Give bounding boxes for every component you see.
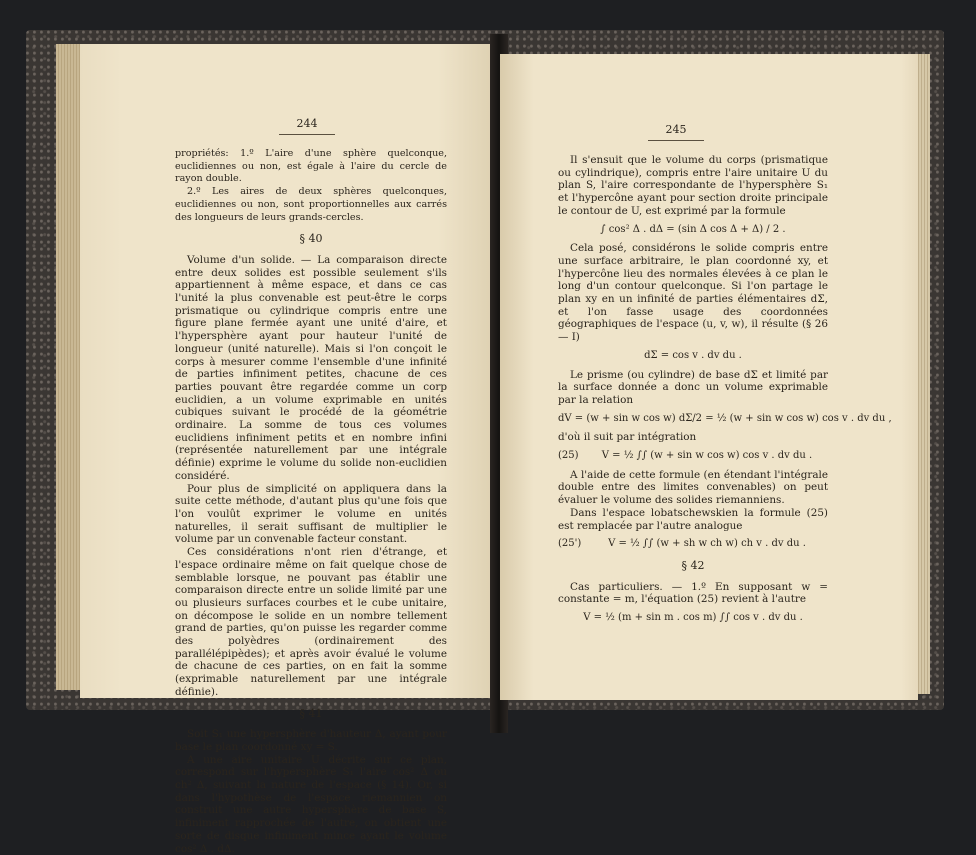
paragraph: A une aire unitaire U décrite sur ce plan, correspond sur l'hypersphère S₁ l'aire cos² Δ ou ch² Δ, suivant la nature de l'espace (§ 14). Or, si dans l'hypothèse de l'espace riemannien on construit une autre hypersphère de base S, infiniment rapprochée de l'autre, on obtient une sorte de disque infiniment mince ayant le volume cos² Δ . dΔ. [175, 753, 447, 855]
paragraph: Pour plus de simplicité on appliquera dans la suite cette méthode, d'autant plus qu'une fois que l'on voulût exprimer le volume en unités naturelles, il serait suffisant de multiplier le volume par un convenable facteur constant. [175, 482, 447, 546]
page-number: 244 [277, 118, 337, 135]
section-heading: § 40 [299, 232, 323, 246]
paragraph: Soit S₁ une hypersphère d'hauteur Δ, ayant pour base le plan coordonné xy = S. [175, 728, 447, 753]
paragraph: Dans l'espace lobatschewskien la formule (25) est remplacée par l'autre analogue [558, 506, 828, 532]
formula: dV = (w + sin w cos w) dΣ/2 = ½ (w + sin w cos w) cos v . dv du , [558, 412, 892, 424]
equation-number: (25') [558, 538, 582, 550]
section-heading: § 42 [681, 558, 705, 572]
formula: ∫ cos² Δ . dΔ = (sin Δ cos Δ + Δ) / 2 . [600, 223, 786, 235]
section-heading: § 41 [299, 706, 323, 720]
paragraph: Volume d'un solide. — La comparaison directe entre deux solides est possible seulement s'ils appartiennent à même espace, et dans ce cas l'unité la plus convenable est peut-être le corps prismatique ou cylindrique compris entre une figure plane fermée ayant une unité d'aire, et l'hypersphère ayant pour hauteur l'unité de longueur (unité naturelle). Mais si l'on conçoit le corps à mesurer comme l'ensemble d'une infinité de parties infiniment petites, chacune de ces parties pouvant être regardée comme un corp euclidien, a un volume exprimable en unités cubiques suivant le procédé de la géométrie ordinaire. La somme de tous ces volumes euclidiens infiniment petits et en nombre infini (représentée naturellement par une intégrale définie) exprime le volume du solide non-euclidien considéré. [175, 253, 447, 482]
equation-body: V = ½ ∫∫ (w + sin w cos w) cos v . dv du . [601, 450, 813, 462]
paragraph: Il s'ensuit que le volume du corps (prismatique ou cylindrique), compris entre l'aire unitaire U du plan S, l'aire correspondante de l'hypersphère S₁ et l'hypercône ayant pour section droite principale le contour de U, est exprimé par la formule [558, 154, 828, 217]
paragraph: d'où il suit par intégration [558, 431, 697, 444]
numbered-formula [558, 450, 828, 463]
paragraph: Cas particuliers. — 1.º En supposant w = constante = m, l'équation (25) revient à l'autre [558, 580, 828, 606]
page-number: 245 [646, 124, 706, 141]
paragraph: Cela posé, considérons le solide compris entre une surface arbitraire, le plan coordonné xy, et l'hypercône lieu des normales élevées à ce plan le long d'un contour quelconque. Si l'on partage le plan xy en un infinité de parties élémentaires dΣ, et l'on fasse usage des coordonnées géographiques de l'espace (u, v, w), il résulte (§ 26 — I) [558, 242, 828, 344]
paragraph: propriétés: 1.º L'aire d'une sphère quelconque, euclidiennes ou non, est égale à l'aire du cercle de rayon double. [175, 148, 447, 185]
paragraph: 2.º Les aires de deux sphères quelconques, euclidiennes ou non, sont proportionnelles aux carrés des longueurs de leurs grands-cercles. [175, 186, 447, 223]
page-edges-right [916, 54, 930, 694]
paragraph: Ces considérations n'ont rien d'étrange, et l'espace ordinaire même on fait quelque chose de semblable lorsque, ne pouvant pas établir une comparaison directe entre un solide limité par une ou plusieurs surfaces courbes et le cube unitaire, on décompose le solide en un nombre tellement grand de parties, qu'on puisse les regarder comme des polyèdres (ordinairement des parallélépipèdes); et après avoir évalué le volume de chacune de ces parties, on en fait la somme (exprimable naturellement par une intégrale définie). [175, 546, 447, 698]
equation-number: (25) [558, 450, 579, 462]
equation-body: V = ½ ∫∫ (w + sh w ch w) ch v . dv du . [608, 538, 806, 550]
left-page [80, 44, 496, 855]
formula: dΣ = cos v . dv du . [644, 349, 742, 361]
formula: V = ½ (m + sin m . cos m) ∫∫ cos v . dv du . [583, 612, 803, 624]
numbered-formula [558, 538, 828, 551]
paragraph: Le prisme (ou cylindre) de base dΣ et limité par la surface donnée a donc un volume exprimable par la relation [558, 368, 828, 406]
right-page [500, 54, 918, 700]
text-column [558, 154, 892, 631]
text-column [175, 148, 447, 855]
paragraph: A l'aide de cette formule (en étendant l'intégrale double entre des limites convenables) on peut évaluer le volume des solides riemanniens. [558, 468, 828, 507]
